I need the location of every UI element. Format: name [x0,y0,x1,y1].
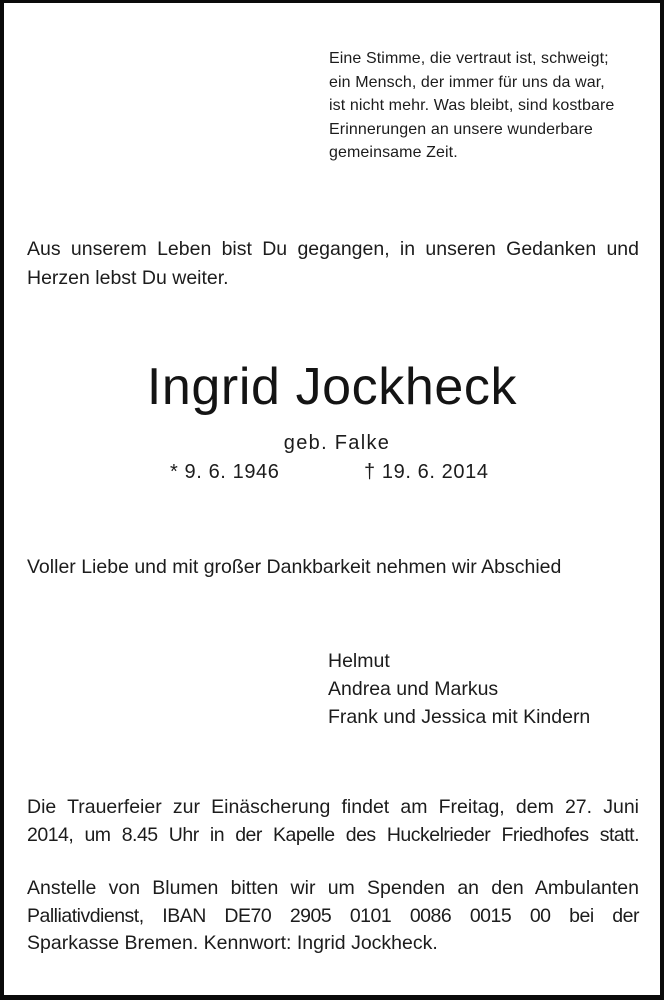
family-member: Andrea und Markus [328,678,499,700]
deceased-name: Ingrid Jockheck [146,358,518,416]
poem-line: gemeinsame Zeit. [329,144,458,161]
poem-line: Eine Stimme, die vertraut ist, schweigt; [329,50,609,67]
intro-text [27,235,639,292]
family-member: Frank und Jessica mit Kindern [328,706,591,728]
death-date: † 19. 6. 2014 [364,461,489,483]
ceremony-line: 2014, um 8.45 Uhr in der Kapelle des Huckelrieder Friedhofes statt. [27,823,639,846]
donation-line: Sparkasse Bremen. Kennwort: Ingrid Jockheck. [27,932,438,954]
poem-line: ist nicht mehr. Was bleibt, sind kostbare [329,97,615,114]
farewell-text: Voller Liebe und mit großer Dankbarkeit nehmen wir Abschied [27,556,562,578]
memorial-poem [329,47,649,165]
intro-line: Aus unserem Leben bist Du gegangen, in unseren Gedanken und [27,238,639,260]
donation-info [27,875,639,958]
intro-line: Herzen lebst Du weiter. [27,266,229,289]
ceremony-line: Die Trauerfeier zur Einäscherung findet am Freitag, dem 27. Juni [27,796,639,818]
ceremony-info [27,794,639,849]
obituary-notice [4,3,660,995]
maiden-name: geb. Falke [283,432,391,454]
poem-line: Erinnerungen an unsere wunderbare [329,120,593,138]
donation-line: Palliativdienst, IBAN DE70 2905 0101 0086 0015 00 bei der [27,904,639,927]
family-signatures [328,647,590,731]
family-member: Helmut [328,650,390,672]
donation-line: Anstelle von Blumen bitten wir um Spenden an den Ambulanten [27,877,639,899]
poem-line: ein Mensch, der immer für uns da war, [329,73,605,91]
birth-date: * 9. 6. 1946 [170,461,280,483]
